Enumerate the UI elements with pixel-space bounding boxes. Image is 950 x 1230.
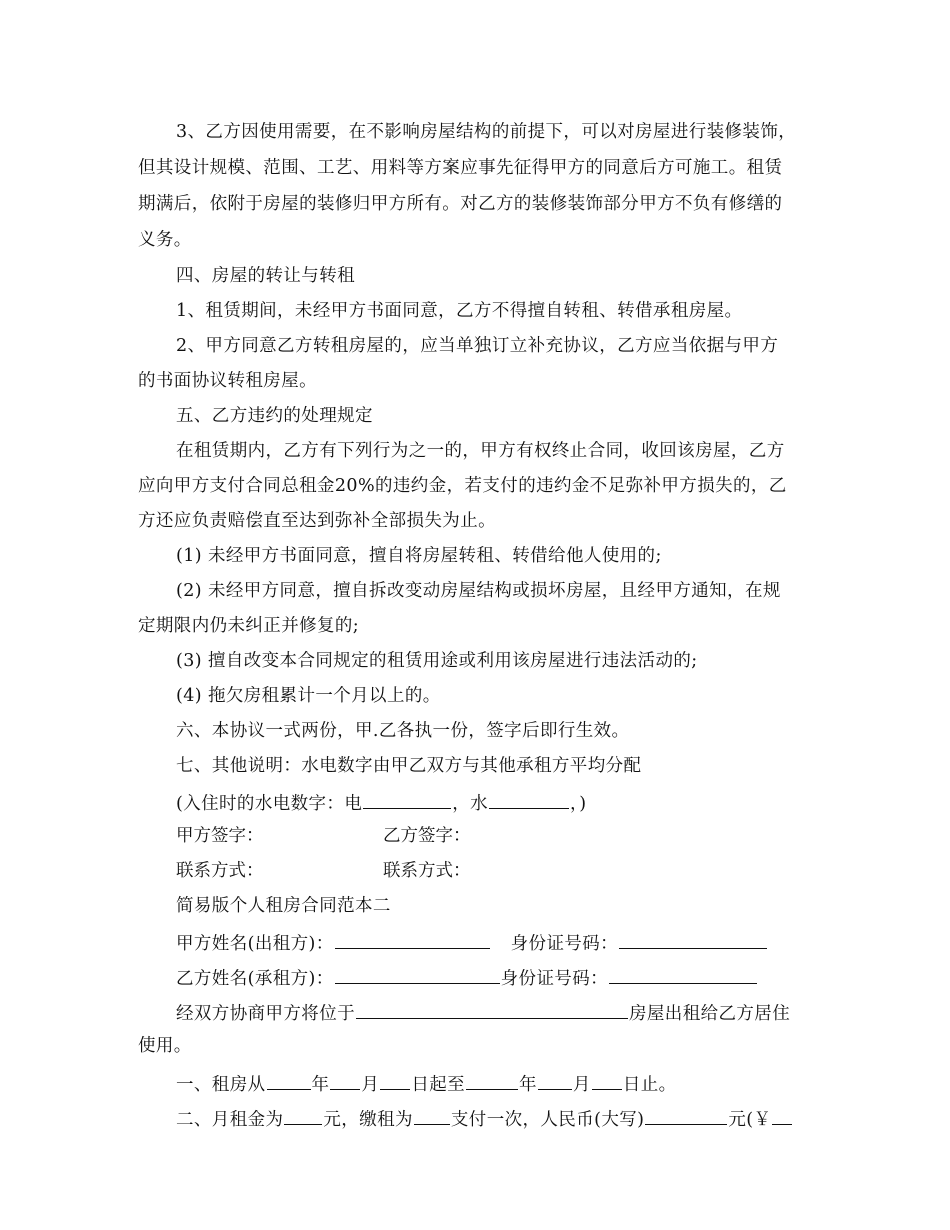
meter-water-label: ，水 — [452, 794, 489, 814]
rent-yuan2-label: 元(￥ — [728, 1110, 772, 1130]
section-5-para-line-2: 应向甲方支付合同总租金20%的违约金，若支付的违约金不足弥补甲方损失的，乙 — [138, 476, 787, 496]
section-6: 六、本协议一式两份，甲.乙各执一份，签字后即行生效。 — [176, 721, 630, 741]
electricity-blank[interactable] — [363, 790, 451, 809]
rent-words-blank[interactable] — [645, 1106, 727, 1125]
term-start-month-blank[interactable] — [330, 1071, 360, 1090]
term-start-year-blank[interactable] — [267, 1071, 311, 1090]
party-a-name-blank[interactable] — [335, 930, 490, 949]
clause-3-line-4: 义务。 — [138, 230, 192, 250]
party-b-contact-label: 联系方式： — [383, 861, 471, 881]
rent-period-blank[interactable] — [414, 1106, 450, 1125]
rent-amount-blank[interactable] — [284, 1106, 322, 1125]
violation-item-3: (3) 擅自改变本合同规定的租赁用途或利用该房屋进行违法活动的; — [176, 651, 698, 671]
rent-prefix: 二、月租金为 — [176, 1110, 284, 1130]
rent-pay-once-label: 支付一次，人民币(大写) — [450, 1110, 645, 1130]
section-5-para-line-1: 在租赁期内，乙方有下列行为之一的，甲方有权终止合同，收回该房屋，乙方 — [176, 441, 785, 461]
party-a-name-label: 甲方姓名(出租方)： — [176, 934, 334, 954]
term-start-day-blank[interactable] — [380, 1071, 410, 1090]
party-a-name-line — [176, 930, 768, 955]
section-5-heading: 五、乙方违约的处理规定 — [176, 406, 373, 426]
template-2-title: 简易版个人租房合同范本二 — [176, 896, 391, 916]
section-7: 七、其他说明：水电数字由甲乙双方与其他承租方平均分配 — [176, 756, 642, 776]
clause-3-line-2: 但其设计规模、范围、工艺、用料等方案应事先征得甲方的同意后方可施工。租赁 — [138, 158, 783, 178]
party-a-id-label: 身份证号码： — [510, 934, 619, 954]
term-prefix: 一、租房从 — [176, 1075, 266, 1095]
term-year2-label: 年 — [519, 1075, 537, 1095]
term-year-label: 年 — [311, 1075, 330, 1095]
term-line — [176, 1071, 677, 1096]
clause-3-line-3: 期满后，依附于房屋的装修归甲方所有。对乙方的装修装饰部分甲方不负有修缮的 — [138, 194, 783, 214]
meter-close-label: ，) — [570, 794, 587, 814]
party-a-id-blank[interactable] — [619, 930, 767, 949]
term-end-month-blank[interactable] — [538, 1071, 572, 1090]
section-4-heading: 四、房屋的转让与转租 — [176, 266, 355, 286]
party-b-id-blank[interactable] — [609, 965, 757, 984]
section-4-item-1: 1、租赁期间，未经甲方书面同意，乙方不得擅自转租、转借承租房屋。 — [176, 301, 743, 321]
location-blank[interactable] — [356, 1000, 628, 1019]
section-4-item-2-line-1: 2、甲方同意乙方转租房屋的，应当单独订立补充协议，乙方应当依据与甲方 — [176, 336, 779, 356]
party-a-contact-label: 联系方式： — [176, 861, 264, 881]
party-a-signature-label: 甲方签字： — [176, 826, 264, 846]
violation-item-2-line-1: (2) 未经甲方同意，擅自拆改变动房屋结构或损坏房屋，且经甲方通知，在规 — [176, 581, 781, 601]
term-month-label: 月 — [361, 1075, 380, 1095]
location-line — [176, 1000, 790, 1025]
meter-reading-line — [176, 790, 586, 815]
section-4-item-2-line-2: 的书面协议转租房屋。 — [138, 371, 317, 391]
rent-figure-blank[interactable] — [772, 1106, 792, 1125]
party-b-signature-label: 乙方签字： — [383, 826, 471, 846]
term-from-label: 日起至 — [411, 1075, 466, 1095]
water-blank[interactable] — [489, 790, 569, 809]
term-to-label: 日止。 — [622, 1075, 677, 1095]
term-end-day-blank[interactable] — [592, 1071, 622, 1090]
violation-item-4: (4) 拖欠房租累计一个月以上的。 — [176, 686, 441, 706]
clause-3-line-1: 3、乙方因使用需要，在不影响房屋结构的前提下，可以对房屋进行装修装饰， — [176, 122, 797, 142]
party-b-name-label: 乙方姓名(承租方)： — [176, 969, 334, 989]
rent-line — [176, 1106, 793, 1131]
location-end: 使用。 — [138, 1036, 192, 1056]
location-prefix: 经双方协商甲方将位于 — [176, 1004, 355, 1024]
party-b-name-blank[interactable] — [335, 965, 500, 984]
term-month2-label: 月 — [572, 1075, 591, 1095]
party-b-name-line — [176, 965, 758, 990]
term-end-year-blank[interactable] — [466, 1071, 518, 1090]
section-5-para-line-3: 方还应负责赔偿直至达到弥补全部损失为止。 — [138, 511, 496, 531]
violation-item-1: (1) 未经甲方书面同意，擅自将房屋转租、转借给他人使用的; — [176, 546, 662, 566]
party-b-id-label: 身份证号码： — [500, 969, 609, 989]
violation-item-2-line-2: 定期限内仍未纠正并修复的; — [138, 616, 360, 636]
rent-yuan-label: 元，缴租为 — [323, 1110, 413, 1130]
meter-open-label: (入住时的水电数字：电 — [176, 794, 363, 814]
location-suffix: 房屋出租给乙方居住 — [629, 1004, 791, 1024]
